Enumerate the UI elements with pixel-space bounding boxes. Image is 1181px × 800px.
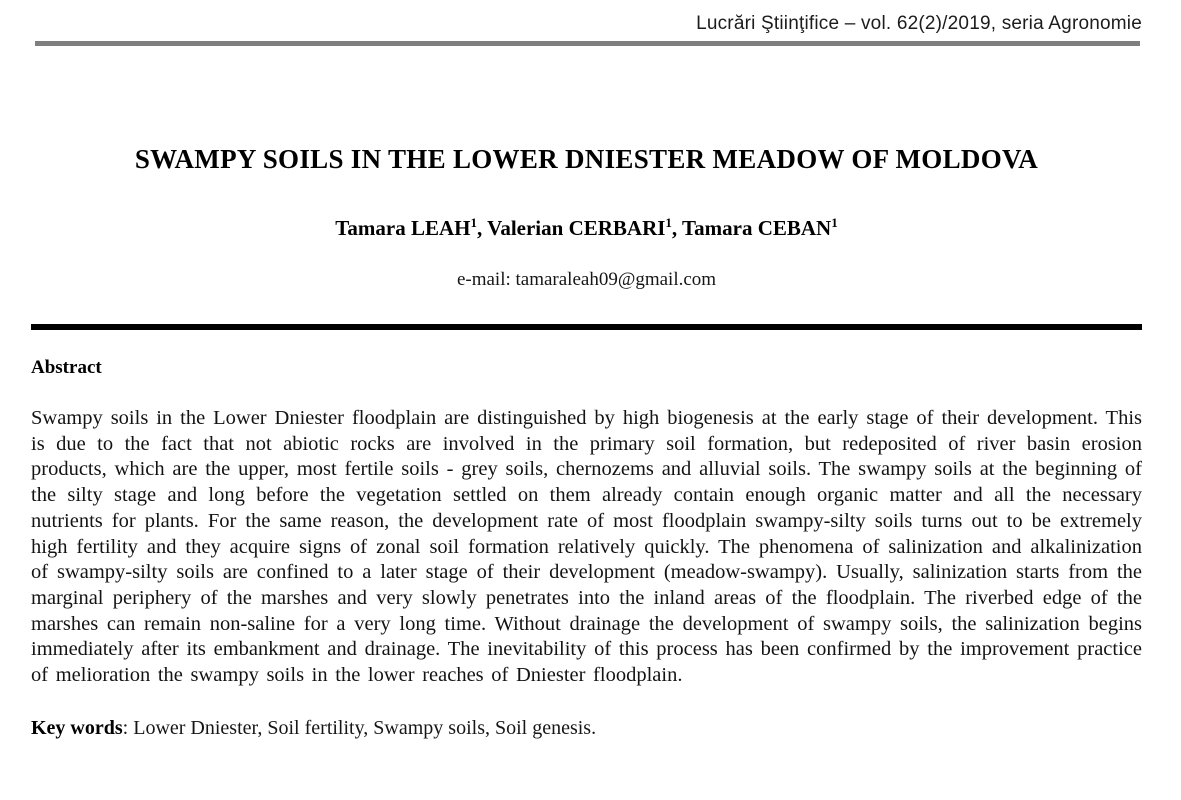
- author-name: Tamara LEAH: [335, 216, 471, 240]
- author-name: Valerian CERBARI: [487, 216, 666, 240]
- authors-line: [31, 215, 1142, 241]
- paper-title: SWAMPY SOILS IN THE LOWER DNIESTER MEADOW OF MOLDOVA: [134, 144, 1039, 174]
- author-name: Tamara CEBAN: [682, 216, 832, 240]
- author-affiliation-mark: 1: [831, 215, 838, 230]
- header-rule: [35, 41, 1140, 46]
- title-section-rule: [31, 324, 1142, 330]
- keywords-line: [31, 717, 1142, 740]
- abstract-heading: Abstract: [31, 357, 102, 378]
- author-separator: ,: [671, 216, 683, 240]
- journal-header: Lucrări Ştiinţifice – vol. 62(2)/2019, seria Agronomie: [696, 13, 1142, 34]
- author-separator: ,: [476, 216, 488, 240]
- abstract-paragraph: Swampy soils in the Lower Dniester floodplain are distinguished by high biogenesis at the early stage of their development. This is due to the fact that not abiotic rocks are involved in the primary soil formation, but redeposited of river basin erosion products, which are the upper, most fertile soils - grey soils, chernozems and alluvial soils. The swampy soils at the beginning of the silty stage and long before the vegetation settled on them already contain enough organic matter and all the necessary nutrients for plants. For the same reason, the development rate of most floodplain swampy-silty soils turns out to be extremely high fertility and they acquire signs of zonal soil formation relatively quickly. The phenomena of salinization and alkalinization of swampy-silty soils are confined to a later stage of their development (meadow-swampy). Usually, salinization starts from the marginal periphery of the marshes and very slowly penetrates into the inland areas of the floodplain. The riverbed edge of the marshes can remain non-saline for a very long time. Without drainage the development of swampy soils, the salinization begins immediately after its embankment and drainage. The inevitability of this process has been confirmed by the improvement practice of melioration the swampy soils in the lower reaches of Dniester floodplain.: [31, 407, 1142, 687]
- author-affiliation-mark: 1: [665, 215, 672, 230]
- email-line: e-mail: tamaraleah09@gmail.com: [456, 269, 717, 290]
- keywords-label: Key words: [31, 716, 123, 739]
- author-affiliation-mark: 1: [470, 215, 477, 230]
- keywords-text: : Lower Dniester, Soil fertility, Swampy soils, Soil genesis.: [122, 716, 597, 739]
